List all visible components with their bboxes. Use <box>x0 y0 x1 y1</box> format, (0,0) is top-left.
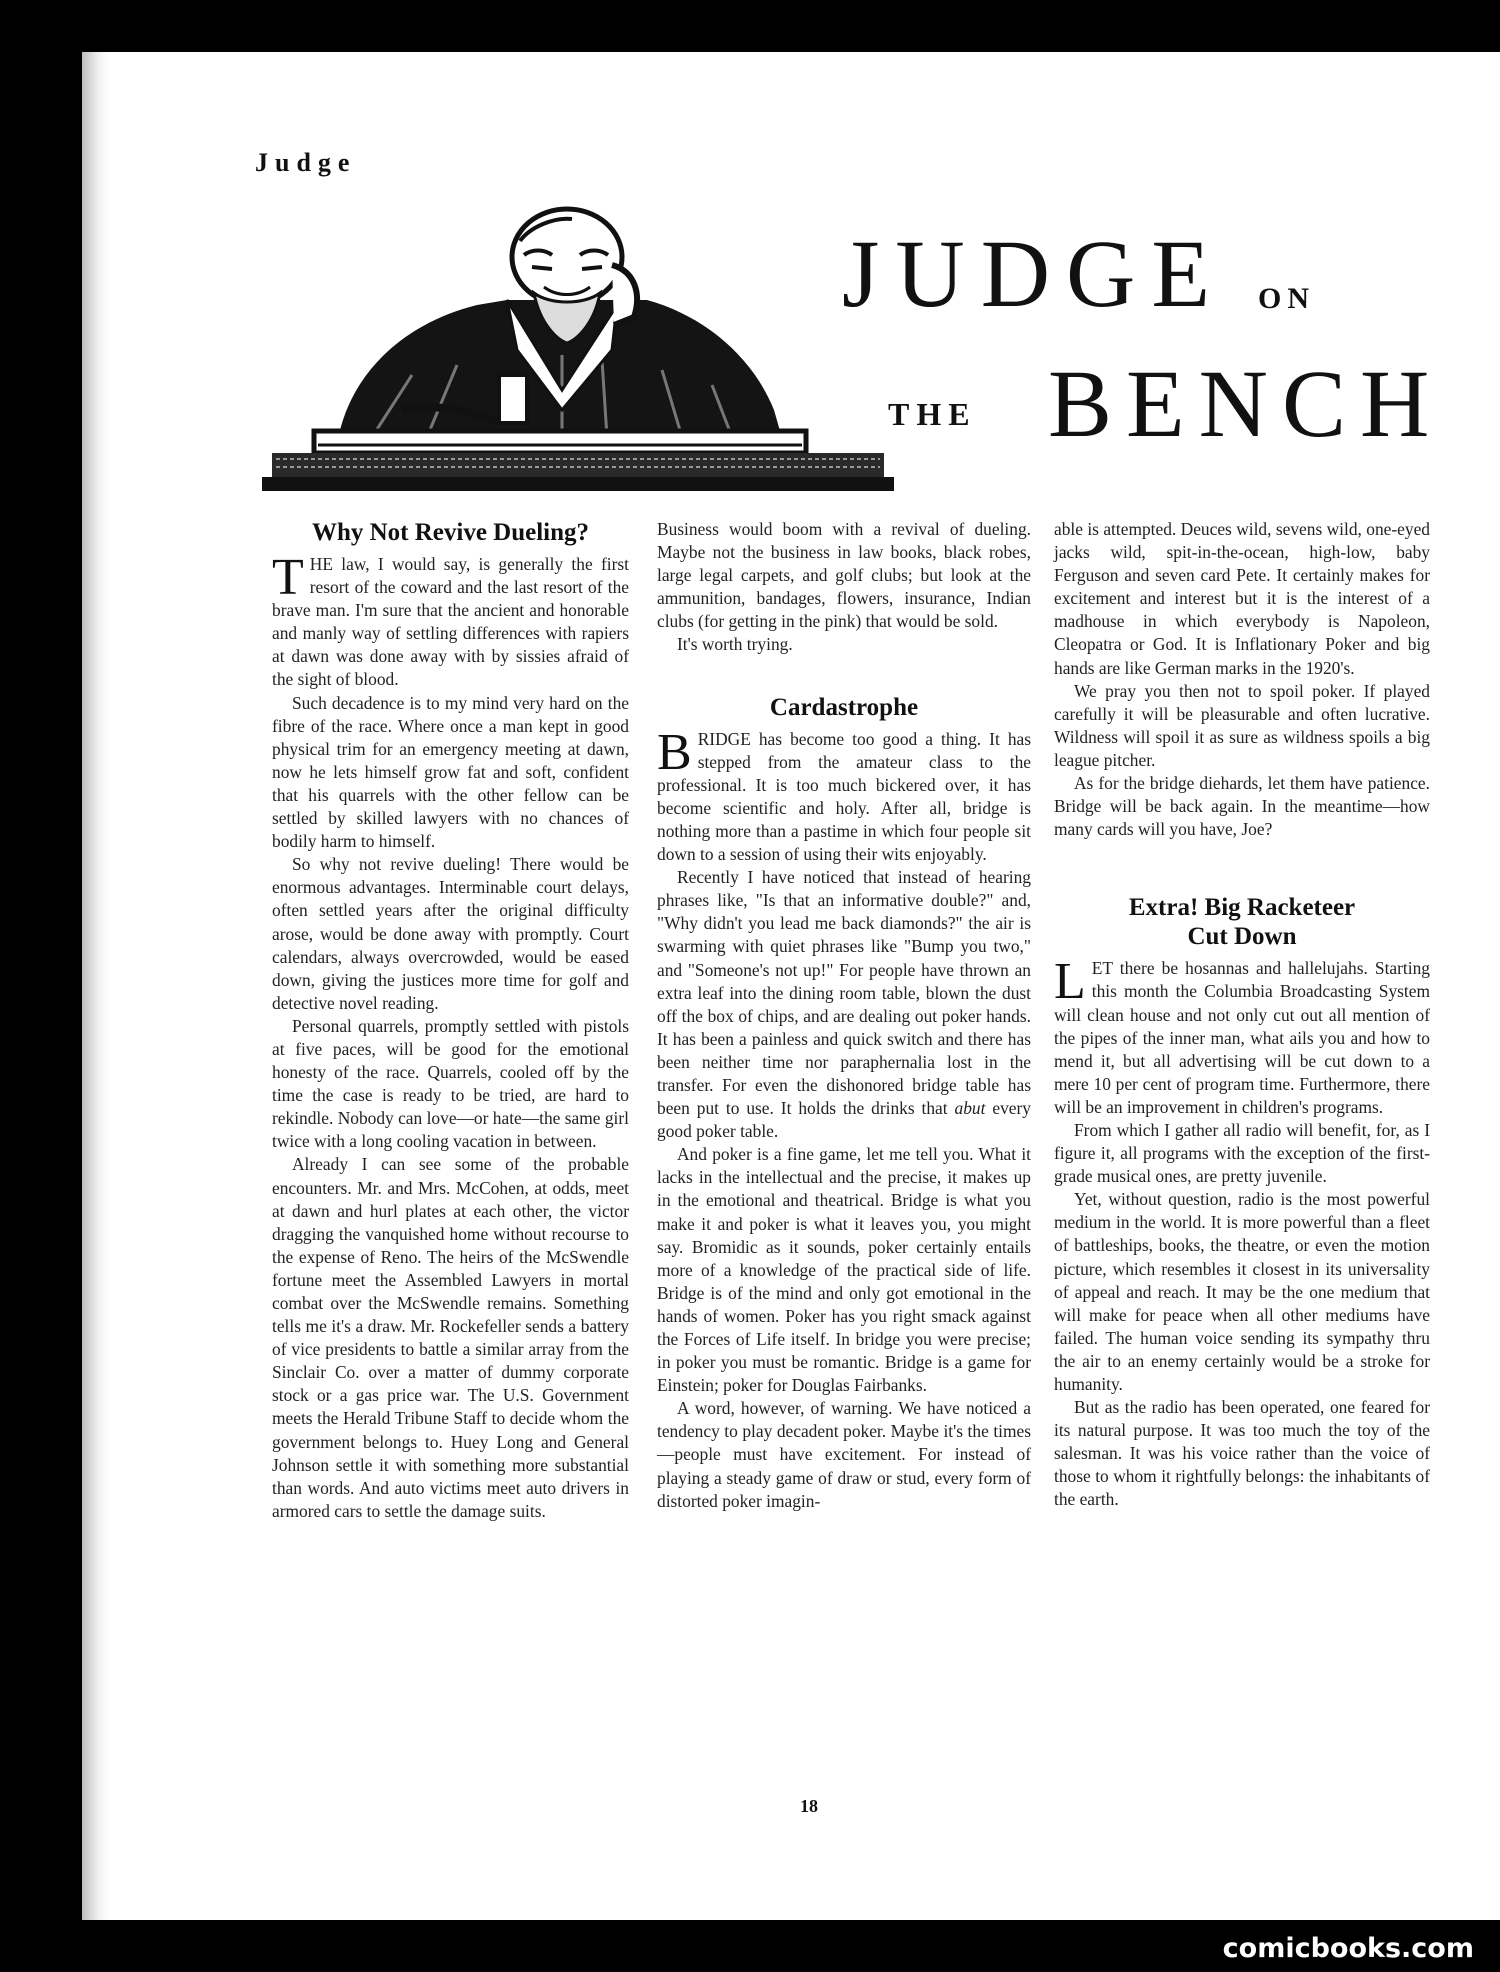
drop-cap: L <box>1054 953 1086 1011</box>
paragraph: Such decadence is to my mind very hard on the fibre of the race. Where once a man kept in good physical trim for an emergency meeting at dawn, now he lets himself grow fat and soft, confident that his quarrels with the other fellow can be settled by skilled lawyers with no chances of bodily harm to himself. <box>272 692 629 852</box>
page-binding-edge <box>82 52 110 1920</box>
heading-line: Cut Down <box>1187 923 1297 951</box>
heading-cardastrophe: Cardastrophe <box>769 693 919 721</box>
judge-at-bench-illustration-icon <box>262 205 894 495</box>
paragraph: Yet, without question, radio is the most powerful medium in the world. It is more powerful than a fleet of battleships, books, the theatre, or even the motion picture, which resembles it closest in its universality of appeal and reach. It may be the one medium that will make for peace when all other mediums have failed. The human voice sending its sympathy thru the air to an enemy certainly would be a stroke for humanity. <box>1054 1189 1430 1394</box>
paragraph: From which I gather all radio will benefit, for, as I figure it, all programs with the exception of the first-grade musical ones, are pretty juvenile. <box>1054 1119 1430 1187</box>
column-3 <box>1054 518 1430 1512</box>
drop-cap: T <box>272 549 304 606</box>
paragraph: We pray you then not to spoil poker. If played carefully it will be pleasurable and often lucrative. Wildness will spoil it as sure as wildness spoils a big league pitcher. <box>1054 680 1430 770</box>
watermark: comicbooks.com <box>1222 1933 1474 1964</box>
masthead: Judge <box>255 148 357 177</box>
paragraph: And poker is a fine game, let me tell you. What it lacks in the intellectual and the precise, it makes up in the emotional and theatrical. Bridge is what you make it and poker is what it leaves you, you might say. Bromidic as it sounds, poker certainly entails more of a knowledge of the practical side of life. Bridge is of the mind and only got emotional in the hands of women. Poker has you right smack against the Forces of Life itself. In bridge you were precise; in poker you must be romantic. Bridge is a game for Einstein; poker for Douglas Fairbanks. <box>657 1144 1031 1396</box>
paragraph: It's worth trying. <box>677 634 793 655</box>
paragraph <box>657 866 1031 1143</box>
paragraph: As for the bridge diehards, let them have patience. Bridge will be back again. In the meantime—how many cards will you have, Joe? <box>1054 773 1430 840</box>
paragraph-text: Recently I have noticed that instead of hearing phrases like, "Is that an informative double?" and, "Why didn't you lead me back diamonds?" the air is swarming with quiet phrases like "Bump you two," and "Someone's not up!" For people have thrown an extra leaf into the dining room table, blown the dust off the box of chips, and are dealing out poker hands. It has been a painless and quick switch and there has been neither time nor paraphernalia lost in the transfer. For even the dishonored bridge table has been put to use. It holds the drinks that <box>657 867 1031 1119</box>
paragraph-text: HE law, I would say, is generally the first resort of the coward and the last resort of the brave man. I'm sure that the ancient and honorable and manly way of settling differences with rapiers at dawn was done away with by sissies afraid of the sight of blood. <box>272 554 629 690</box>
heading-racketeer <box>1054 893 1430 951</box>
paragraph: So why not revive dueling! There would be enormous advantages. Interminable court delays, often settled years after the original difficulty arose, would be done away with promptly. Court calendars, always overcrowded, would be eased down, giving the justices more time for golf and detective novel reading. <box>272 854 629 1013</box>
heading-dueling: Why Not Revive Dueling? <box>311 519 590 546</box>
paragraph <box>657 723 1031 867</box>
paragraph-text: every good poker table. <box>657 1098 1031 1142</box>
title-bench: BENCH <box>1048 350 1444 457</box>
title-the: THE <box>888 396 977 432</box>
column-2 <box>657 518 1031 1513</box>
heading-line: Extra! Big Racketeer <box>1128 894 1356 922</box>
paragraph <box>272 549 629 692</box>
paragraph: A word, however, of warning. We have noticed a tendency to play decadent poker. Maybe it's the times—people must have excitement. For instead of playing a steady game of draw or stud, every form of distorted poker imagin- <box>657 1398 1031 1511</box>
paragraph-text: RIDGE has become too good a thing. It has stepped from the amateur class to the professional. It is too much bickered over, it has become scientific and holy. After all, bridge is nothing more than a pastime in which four people sit down to a session of using their wits enjoyably. <box>657 728 1031 865</box>
column-1 <box>272 518 629 1523</box>
paragraph-text: ET there be hosannas and hallelujahs. Starting this month the Columbia Broadcasting System will clean house and not only cut out all mention of the pipes of the inner man, what ails you and how to mend it, but all advertising will be cut down to a mere 10 per cent of program time. Furthermore, there will be an improvement in children's programs. <box>1054 958 1430 1117</box>
paragraph: Business would boom with a revival of dueling. Maybe not the business in law books, black robes, large legal carpets, and golf clubs; but look at the ammunition, bandages, flowers, insurance, Indian clubs (for getting in the pink) that would be sold. <box>657 519 1031 632</box>
paragraph <box>1054 953 1430 1119</box>
paragraph: But as the radio has been operated, one feared for its natural purpose. It was too much the toy of the salesman. It was his voice rather than the voice of those to whom it rightfully belongs: the inhabitants of the earth. <box>1054 1397 1430 1510</box>
paragraph: able is attempted. Deuces wild, sevens wild, one-eyed jacks wild, spit-in-the-ocean, high-low, baby Ferguson and seven card Pete. It certainly makes for excitement and interest but it is the interest of a madhouse in which everybody is Napoleon, Cleopatra or God. It is Inflationary Poker and big hands are like German marks in the 1920's. <box>1054 519 1430 678</box>
title-on: ON <box>1258 282 1315 315</box>
emphasis: abut <box>954 1098 986 1119</box>
drop-cap: B <box>657 723 692 781</box>
page-number: 18 <box>800 1796 818 1816</box>
paragraph: Personal quarrels, promptly settled with pistols at five paces, will be good for the emotional honesty of the race. Quarrels, cooled off by the time the case is ready to be tried, are hard to rekindle. Nobody can love—or hate—the same girl twice with a long cooling vacation in between. <box>272 1015 629 1152</box>
title-judge: JUDGE <box>842 220 1226 327</box>
paragraph: Already I can see some of the probable encounters. Mr. and Mrs. McCohen, at odds, meet at dawn and hurl plates at each other, the victor dragging the vanquished home without recourse to the expense of Reno. The heirs of the McSwendle fortune meet the Assembled Lawyers in mortal combat over the McSwendle remains. Something tells me it's a draw. Mr. Rockefeller sends a battery of vice presidents to battle a similar array from the Sinclair Co. over a matter of dummy corporate stock or a gas price war. The U.S. Government meets the Herald Tribune Staff to decide whom the government belongs to. Huey Long and General Johnson settle it with something more substantial than words. And auto victims meet auto drivers in armored cars to settle the damage suits. <box>272 1154 629 1521</box>
